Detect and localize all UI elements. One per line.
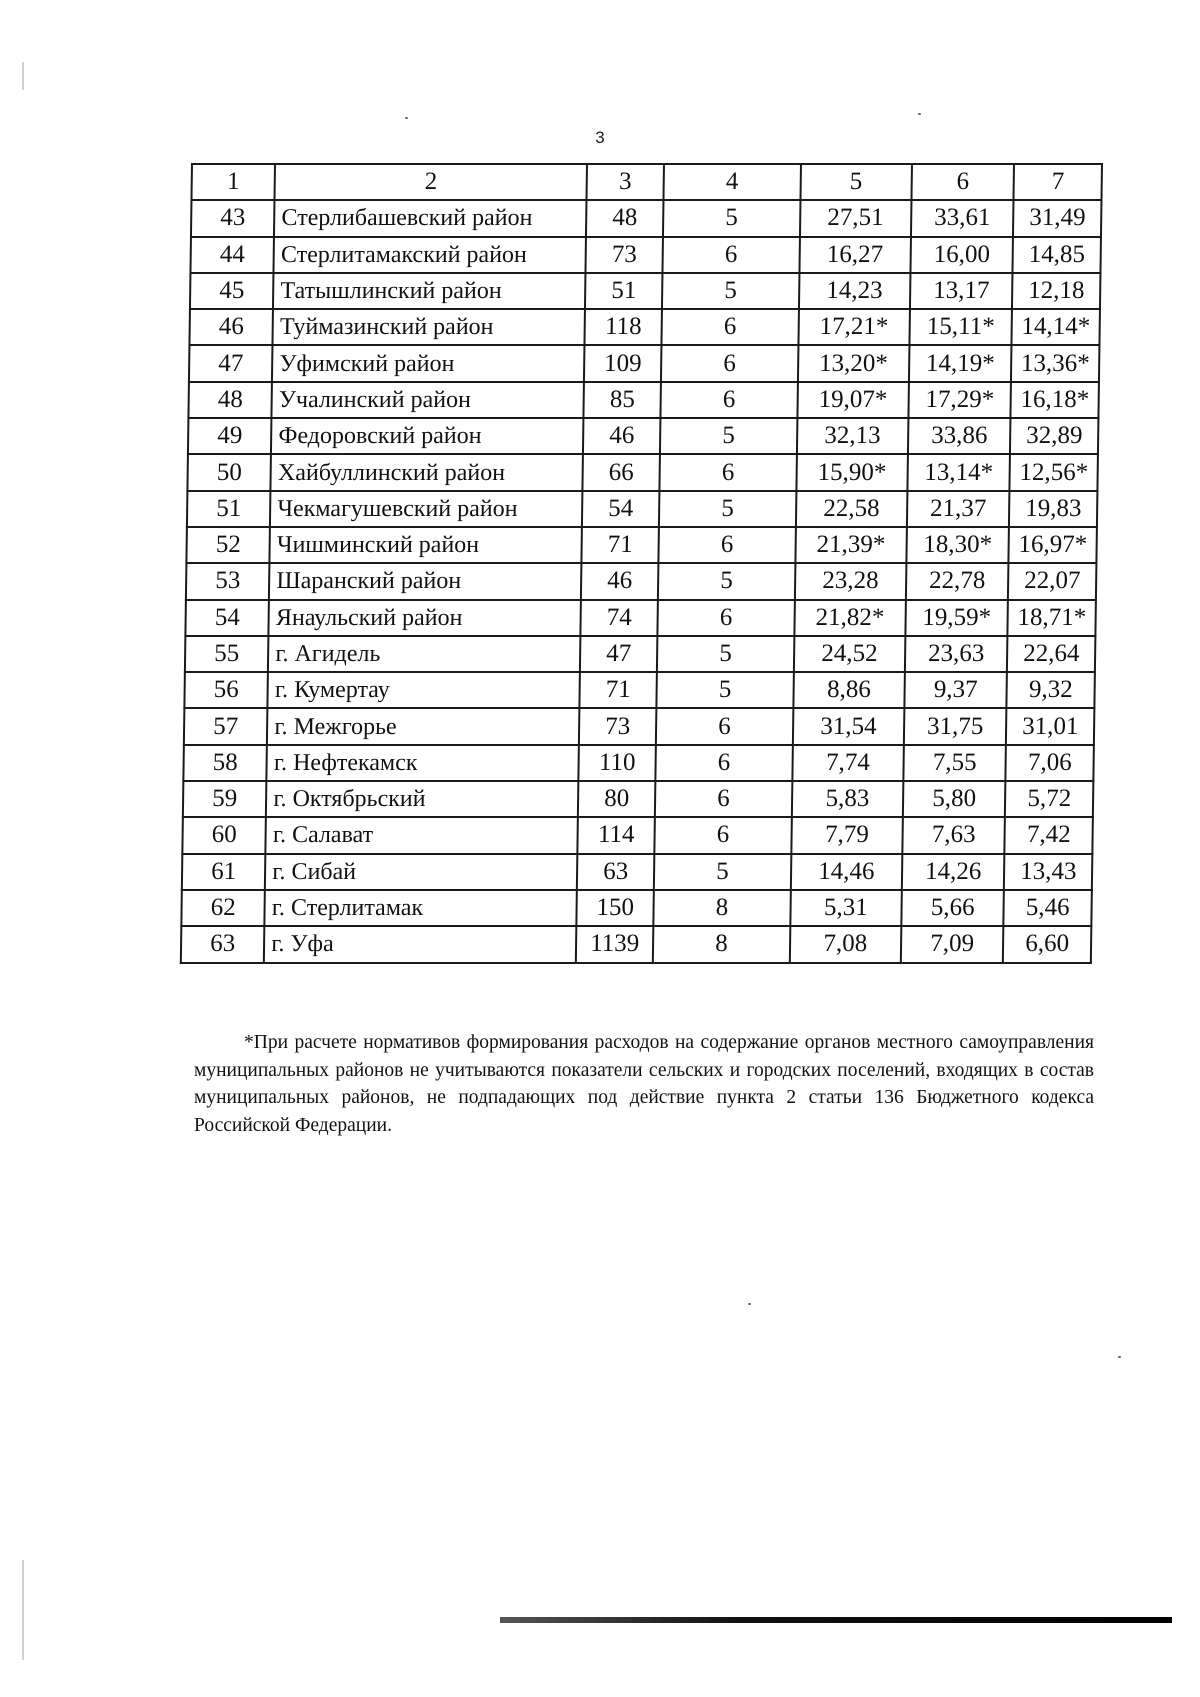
value-cell-c4: 6	[661, 345, 798, 381]
value-cell-c5: 8,86	[793, 672, 905, 708]
value-cell-c6: 14,26	[902, 854, 1005, 890]
value-cell-c5: 14,23	[799, 273, 911, 309]
value-cell-c6: 16,00	[910, 237, 1013, 273]
value-cell-c6: 7,55	[903, 745, 1006, 781]
value-cell-c4: 6	[654, 817, 791, 853]
value-cell-c4: 5	[658, 563, 795, 599]
table-row	[186, 527, 1097, 563]
table-row	[188, 382, 1099, 418]
row-number-cell: 58	[183, 745, 267, 781]
value-cell-c7: 14,85	[1013, 237, 1101, 273]
value-cell-c5: 15,90*	[796, 454, 908, 490]
value-cell-c6: 14,19*	[909, 345, 1012, 381]
municipality-name-cell: Учалинский район	[272, 382, 584, 418]
row-number-cell: 50	[187, 454, 271, 490]
row-number-cell: 53	[186, 563, 270, 599]
row-number-cell: 43	[191, 200, 275, 236]
value-cell-c4: 6	[656, 708, 793, 744]
value-cell-c7: 16,97*	[1009, 527, 1097, 563]
value-cell-c4: 5	[660, 418, 797, 454]
value-cell-c4: 6	[662, 309, 799, 345]
value-cell-c7: 22,07	[1008, 563, 1096, 599]
value-cell-c5: 7,08	[790, 926, 902, 962]
municipality-name-cell: Чишминский район	[270, 527, 582, 563]
value-cell-c3: 46	[583, 418, 660, 454]
value-cell-c3: 73	[579, 708, 656, 744]
value-cell-c7: 13,43	[1004, 854, 1092, 890]
table-row	[188, 418, 1099, 454]
scan-margin-mark	[22, 62, 24, 90]
table-row	[185, 600, 1096, 636]
row-number-cell: 55	[185, 636, 269, 672]
value-cell-c7: 19,83	[1009, 491, 1097, 527]
value-cell-c6: 17,29*	[908, 382, 1011, 418]
value-cell-c7: 5,72	[1005, 781, 1093, 817]
value-cell-c6: 21,37	[907, 491, 1010, 527]
row-number-cell: 46	[189, 309, 273, 345]
value-cell-c3: 71	[580, 672, 657, 708]
row-number-cell: 48	[188, 382, 272, 418]
value-cell-c4: 6	[659, 454, 796, 490]
value-cell-c4: 6	[658, 527, 795, 563]
value-cell-c5: 14,46	[791, 854, 903, 890]
value-cell-c7: 12,18	[1012, 273, 1100, 309]
value-cell-c6: 13,14*	[907, 454, 1010, 490]
value-cell-c6: 13,17	[910, 273, 1013, 309]
scan-speck	[1118, 1356, 1121, 1358]
table-row	[189, 345, 1100, 381]
municipality-name-cell: Туймазинский район	[273, 309, 585, 345]
value-cell-c4: 8	[653, 926, 790, 962]
value-cell-c7: 7,42	[1005, 817, 1093, 853]
row-number-cell: 62	[181, 890, 265, 926]
value-cell-c4: 5	[654, 854, 791, 890]
header-cell: 4	[664, 164, 801, 200]
value-cell-c6: 5,66	[901, 890, 1004, 926]
row-number-cell: 44	[190, 237, 274, 273]
table-row	[190, 237, 1101, 273]
value-cell-c3: 1139	[576, 926, 653, 962]
value-cell-c4: 6	[657, 600, 794, 636]
table-body	[181, 200, 1102, 962]
value-cell-c5: 7,74	[792, 745, 904, 781]
value-cell-c5: 24,52	[794, 636, 906, 672]
value-cell-c7: 31,01	[1006, 708, 1094, 744]
page-number: 3	[595, 128, 605, 147]
value-cell-c5: 7,79	[791, 817, 903, 853]
scan-speck	[405, 117, 408, 119]
municipality-name-cell: Федоровский район	[271, 418, 583, 454]
header-cell: 7	[1014, 164, 1102, 200]
value-cell-c5: 16,27	[799, 237, 911, 273]
value-cell-c3: 80	[578, 781, 655, 817]
header-cell: 6	[911, 164, 1014, 200]
table-row	[182, 817, 1093, 853]
value-cell-c6: 31,75	[904, 708, 1007, 744]
value-cell-c7: 22,64	[1007, 636, 1095, 672]
row-number-cell: 56	[184, 672, 268, 708]
municipality-name-cell: г. Межгорье	[267, 708, 579, 744]
value-cell-c3: 109	[584, 345, 661, 381]
municipality-name-cell: г. Уфа	[264, 926, 576, 962]
municipality-name-cell: г. Октябрьский	[266, 781, 578, 817]
value-cell-c3: 74	[581, 600, 658, 636]
value-cell-c4: 5	[659, 491, 796, 527]
value-cell-c5: 13,20*	[798, 345, 910, 381]
municipality-name-cell: г. Сибай	[265, 854, 577, 890]
table-row	[185, 636, 1096, 672]
municipality-name-cell: г. Агидель	[268, 636, 580, 672]
value-cell-c3: 47	[580, 636, 657, 672]
value-cell-c4: 6	[661, 382, 798, 418]
row-number-cell: 63	[181, 926, 265, 962]
table-row	[187, 454, 1098, 490]
value-cell-c7: 7,06	[1006, 745, 1094, 781]
municipality-name-cell: Шаранский район	[269, 563, 581, 599]
row-number-cell: 51	[187, 491, 271, 527]
value-cell-c4: 8	[653, 890, 790, 926]
value-cell-c4: 5	[662, 273, 799, 309]
table-row	[183, 781, 1094, 817]
table-row	[184, 672, 1095, 708]
value-cell-c6: 7,63	[902, 817, 1005, 853]
row-number-cell: 59	[183, 781, 267, 817]
value-cell-c6: 33,86	[908, 418, 1011, 454]
municipality-name-cell: Чекмагушевский район	[270, 491, 582, 527]
municipality-name-cell: Янаульский район	[269, 600, 581, 636]
row-number-cell: 61	[182, 854, 266, 890]
table-row	[191, 200, 1102, 236]
row-number-cell: 49	[188, 418, 272, 454]
municipality-name-cell: Стерлитамакский район	[274, 237, 586, 273]
value-cell-c7: 31,49	[1013, 200, 1101, 236]
value-cell-c3: 114	[578, 817, 655, 853]
value-cell-c7: 14,14*	[1012, 309, 1100, 345]
table-header-row	[191, 164, 1102, 200]
table-row	[189, 309, 1100, 345]
value-cell-c6: 33,61	[911, 200, 1014, 236]
row-number-cell: 52	[186, 527, 270, 563]
municipality-name-cell: г. Нефтекамск	[267, 745, 579, 781]
value-cell-c5: 5,31	[790, 890, 902, 926]
value-cell-c3: 48	[586, 200, 663, 236]
value-cell-c7: 6,60	[1003, 926, 1091, 962]
scan-margin-mark	[22, 1560, 24, 1660]
value-cell-c6: 18,30*	[906, 527, 1009, 563]
value-cell-c6: 7,09	[901, 926, 1004, 962]
header-cell: 5	[800, 164, 912, 200]
value-cell-c5: 21,39*	[795, 527, 907, 563]
value-cell-c7: 9,32	[1007, 672, 1095, 708]
header-cell: 1	[191, 164, 275, 200]
value-cell-c4: 5	[656, 672, 793, 708]
header-cell: 2	[275, 164, 587, 200]
municipality-name-cell: Уфимский район	[272, 345, 584, 381]
value-cell-c3: 51	[585, 273, 662, 309]
value-cell-c3: 46	[581, 563, 658, 599]
value-cell-c3: 71	[582, 527, 659, 563]
value-cell-c3: 118	[585, 309, 662, 345]
value-cell-c4: 5	[657, 636, 794, 672]
table-row	[183, 745, 1094, 781]
value-cell-c7: 32,89	[1010, 418, 1098, 454]
value-cell-c6: 23,63	[905, 636, 1008, 672]
value-cell-c5: 22,58	[796, 491, 908, 527]
table-row	[181, 926, 1092, 962]
table-row	[184, 708, 1095, 744]
value-cell-c6: 22,78	[906, 563, 1009, 599]
value-cell-c5: 5,83	[792, 781, 904, 817]
value-cell-c5: 17,21*	[798, 309, 910, 345]
value-cell-c3: 54	[582, 491, 659, 527]
value-cell-c3: 110	[579, 745, 656, 781]
municipality-name-cell: г. Салават	[266, 817, 578, 853]
value-cell-c5: 27,51	[800, 200, 912, 236]
table-row	[187, 491, 1098, 527]
scan-speck	[918, 113, 921, 115]
row-number-cell: 60	[182, 817, 266, 853]
value-cell-c6: 19,59*	[905, 600, 1008, 636]
value-cell-c6: 5,80	[903, 781, 1006, 817]
value-cell-c3: 73	[586, 237, 663, 273]
value-cell-c4: 6	[663, 237, 800, 273]
row-number-cell: 54	[185, 600, 269, 636]
value-cell-c5: 21,82*	[794, 600, 906, 636]
municipality-name-cell: г. Стерлитамак	[265, 890, 577, 926]
bottom-rule	[500, 1617, 1172, 1623]
value-cell-c5: 23,28	[795, 563, 907, 599]
value-cell-c3: 85	[584, 382, 661, 418]
table-row	[190, 273, 1101, 309]
value-cell-c3: 66	[583, 454, 660, 490]
value-cell-c7: 18,71*	[1008, 600, 1096, 636]
row-number-cell: 57	[184, 708, 268, 744]
value-cell-c4: 6	[655, 745, 792, 781]
value-cell-c7: 5,46	[1004, 890, 1092, 926]
value-cell-c4: 5	[663, 200, 800, 236]
value-cell-c5: 32,13	[797, 418, 909, 454]
footnote-text: *При расчете нормативов формирования расходов на содержание органов местного самоуправления муниципальных районов не учитываются показатели сельских и городских поселений, входящих в состав муниципальных районов, не подпадающих под действие пункта 2 статьи 136 Бюджетного кодекса Российской Федерации.	[194, 1032, 1094, 1136]
value-cell-c7: 13,36*	[1011, 345, 1099, 381]
value-cell-c5: 31,54	[793, 708, 905, 744]
footnote	[194, 1029, 1094, 1139]
value-cell-c6: 15,11*	[909, 309, 1012, 345]
table-row	[186, 563, 1097, 599]
municipality-name-cell: Татышлинский район	[273, 273, 585, 309]
row-number-cell: 45	[190, 273, 274, 309]
header-cell: 3	[587, 164, 664, 200]
value-cell-c7: 16,18*	[1011, 382, 1099, 418]
table-row	[181, 890, 1092, 926]
value-cell-c3: 63	[577, 854, 654, 890]
value-cell-c3: 150	[577, 890, 654, 926]
municipality-name-cell: г. Кумертау	[268, 672, 580, 708]
value-cell-c6: 9,37	[904, 672, 1007, 708]
table-row	[182, 854, 1093, 890]
value-cell-c5: 19,07*	[797, 382, 909, 418]
municipality-name-cell: Стерлибашевский район	[274, 200, 586, 236]
municipality-name-cell: Хайбуллинский район	[271, 454, 583, 490]
row-number-cell: 47	[189, 345, 273, 381]
data-table	[180, 163, 1103, 964]
value-cell-c4: 6	[655, 781, 792, 817]
value-cell-c7: 12,56*	[1010, 454, 1098, 490]
scan-speck	[748, 1303, 751, 1305]
